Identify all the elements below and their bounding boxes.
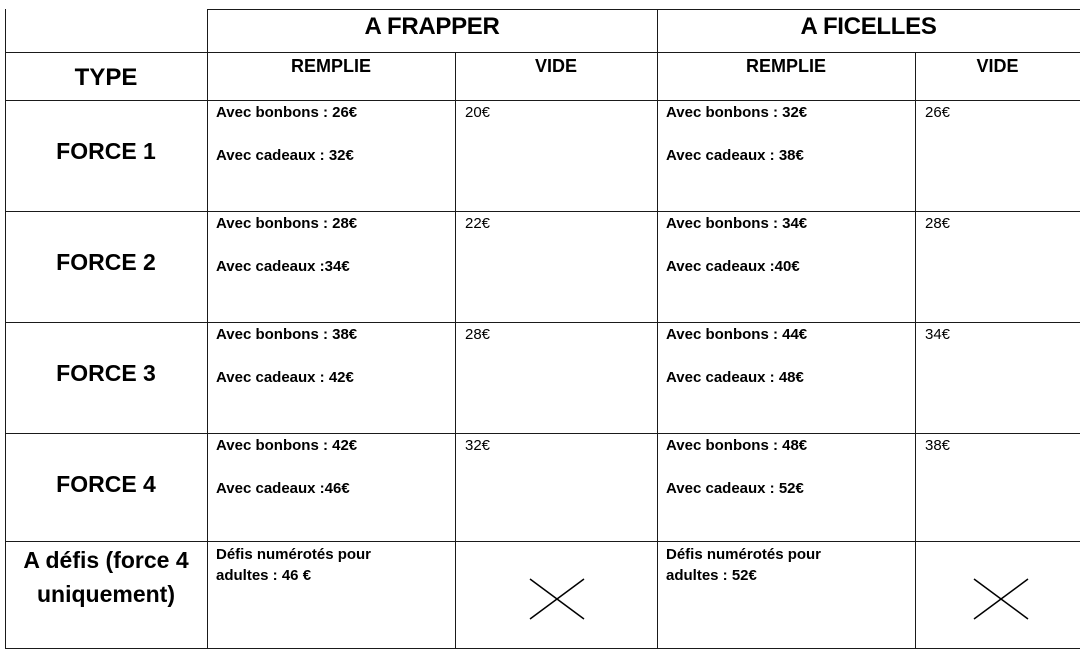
price-empty: 28€ [925, 215, 951, 232]
grid-line [207, 9, 208, 649]
price-with-gifts: Avec cadeaux : 38€ [666, 147, 804, 164]
price-empty: 20€ [465, 104, 491, 121]
type-header: TYPE [74, 64, 138, 91]
cross-icon [973, 578, 1029, 620]
price-with-gifts: Avec cadeaux :40€ [666, 258, 800, 275]
price-with-gifts: Avec cadeaux : 42€ [216, 369, 354, 386]
column-header-vide: VIDE [534, 55, 577, 76]
grid-line [5, 648, 1080, 649]
row-label-force-2: FORCE 2 [56, 249, 156, 275]
defis-frapper-line2: adultes : 46 € [216, 567, 312, 584]
grid-line [455, 52, 456, 649]
group-title-ficelles: A FICELLES [800, 13, 937, 40]
price-empty: 26€ [925, 104, 951, 121]
defis-ficelles-description [666, 544, 821, 586]
price-with-gifts: Avec cadeaux : 52€ [666, 480, 804, 497]
defis-frapper-description [216, 544, 371, 586]
column-header-vide: VIDE [976, 55, 1019, 76]
row-label-defis [5, 541, 207, 611]
price-with-candy: Avec bonbons : 26€ [216, 104, 358, 121]
price-with-candy: Avec bonbons : 28€ [216, 215, 358, 232]
price-with-candy: Avec bonbons : 48€ [666, 437, 808, 454]
price-with-candy: Avec bonbons : 34€ [666, 215, 808, 232]
price-empty: 32€ [465, 437, 491, 454]
defis-frapper-line1: Défis numérotés pour [216, 546, 372, 563]
price-with-candy: Avec bonbons : 32€ [666, 104, 808, 121]
price-empty: 22€ [465, 215, 491, 232]
cross-icon [529, 578, 585, 620]
grid-line [657, 9, 658, 649]
price-empty: 28€ [465, 326, 491, 343]
grid-line [915, 52, 916, 649]
price-with-gifts: Avec cadeaux :46€ [216, 480, 350, 497]
row-label-defis-line1: A défis (force 4 [23, 547, 189, 573]
row-label-force-1: FORCE 1 [56, 138, 156, 164]
defis-ficelles-line1: Défis numérotés pour [666, 546, 822, 563]
price-with-gifts: Avec cadeaux : 32€ [216, 147, 354, 164]
column-header-remplie: REMPLIE [745, 55, 826, 76]
column-header-remplie: REMPLIE [290, 55, 371, 76]
price-with-gifts: Avec cadeaux :34€ [216, 258, 350, 275]
price-with-candy: Avec bonbons : 42€ [216, 437, 358, 454]
price-with-candy: Avec bonbons : 44€ [666, 326, 808, 343]
row-label-defis-line2: uniquement) [37, 581, 175, 607]
row-label-force-3: FORCE 3 [56, 360, 156, 386]
row-label-force-4: FORCE 4 [56, 471, 156, 497]
group-title-frapper: A FRAPPER [364, 13, 500, 40]
price-with-candy: Avec bonbons : 38€ [216, 326, 358, 343]
price-empty: 34€ [925, 326, 951, 343]
price-empty: 38€ [925, 437, 951, 454]
defis-ficelles-line2: adultes : 52€ [666, 567, 757, 584]
price-with-gifts: Avec cadeaux : 48€ [666, 369, 804, 386]
